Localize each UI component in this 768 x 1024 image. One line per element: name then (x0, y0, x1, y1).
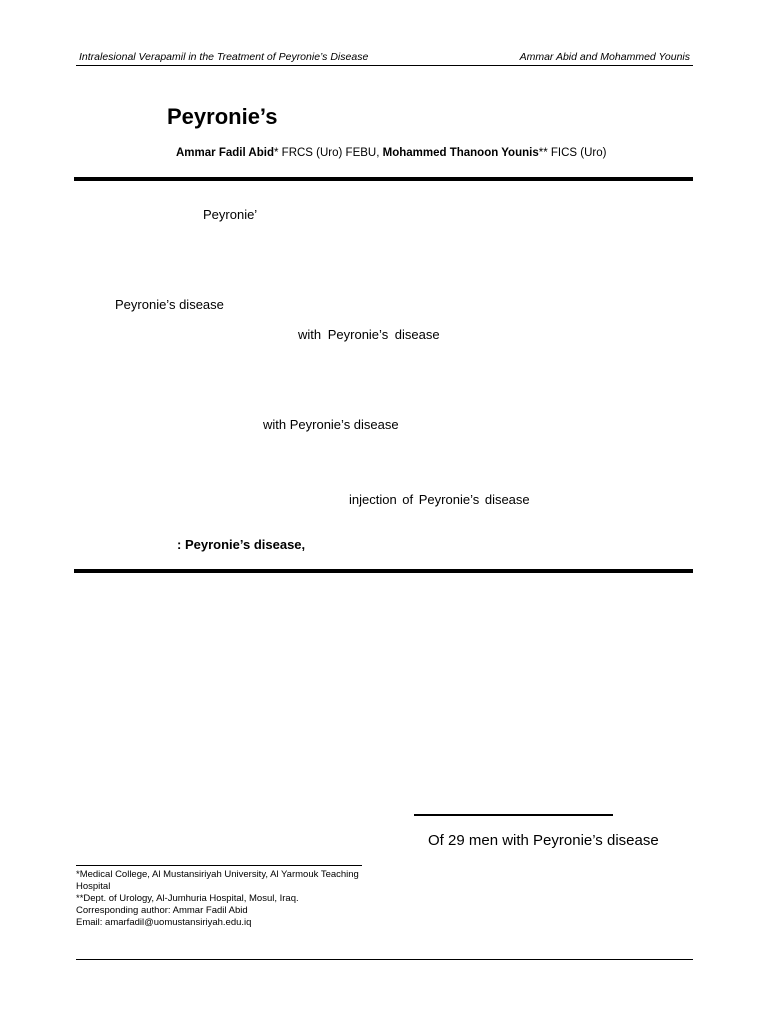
running-header-title: Intralesional Verapamil in the Treatment of Peyronie’s Disease (79, 51, 369, 63)
article-title: Peyronie’s (167, 104, 278, 129)
author2-name: Mohammed Thanoon Younis (382, 147, 539, 159)
footnote-affiliation-2: **Dept. of Urology, Al-Jumhuria Hospital, Mosul, Iraq. (76, 893, 299, 904)
footnote-rule (76, 865, 362, 866)
author1-credentials: FRCS (Uro) FEBU, (278, 147, 383, 159)
header-rule (76, 65, 693, 66)
author-line (176, 147, 606, 159)
author1-mark: * (273, 147, 279, 159)
running-header-authors: Ammar Abid and Mohammed Younis (519, 51, 690, 63)
footnote-email: Email: amarfadil@uomustansiriyah.edu.iq (76, 917, 252, 928)
abstract-fragment-2: Peyronie’s disease (115, 297, 224, 312)
abstract-bottom-rule (74, 569, 693, 573)
abstract-fragment-3: with Peyronie’s disease (298, 327, 440, 342)
abstract-fragment-4: with Peyronie’s disease (263, 417, 399, 432)
footnote-affiliation-1-cont: Hospital (76, 881, 111, 892)
abstract-fragment-1: Peyronie’ (203, 207, 258, 222)
abstract-top-rule (74, 177, 693, 181)
abstract-fragment-5: injection of Peyronie’s disease (349, 492, 530, 507)
introduction-heading-underline (414, 814, 613, 816)
footer-rule (76, 959, 693, 960)
keywords: : Peyronie’s disease, (177, 537, 306, 552)
footnote-affiliation-1: *Medical College, Al Mustansiriyah University, Al Yarmouk Teaching (76, 869, 359, 880)
footnote-corresponding-author: Corresponding author: Ammar Fadil Abid (76, 905, 248, 916)
author2-credentials: FICS (Uro) (547, 147, 607, 159)
author2-mark: ** (538, 147, 548, 159)
author1-name: Ammar Fadil Abid (176, 147, 274, 159)
introduction-text: Of 29 men with Peyronie’s disease (428, 832, 659, 849)
